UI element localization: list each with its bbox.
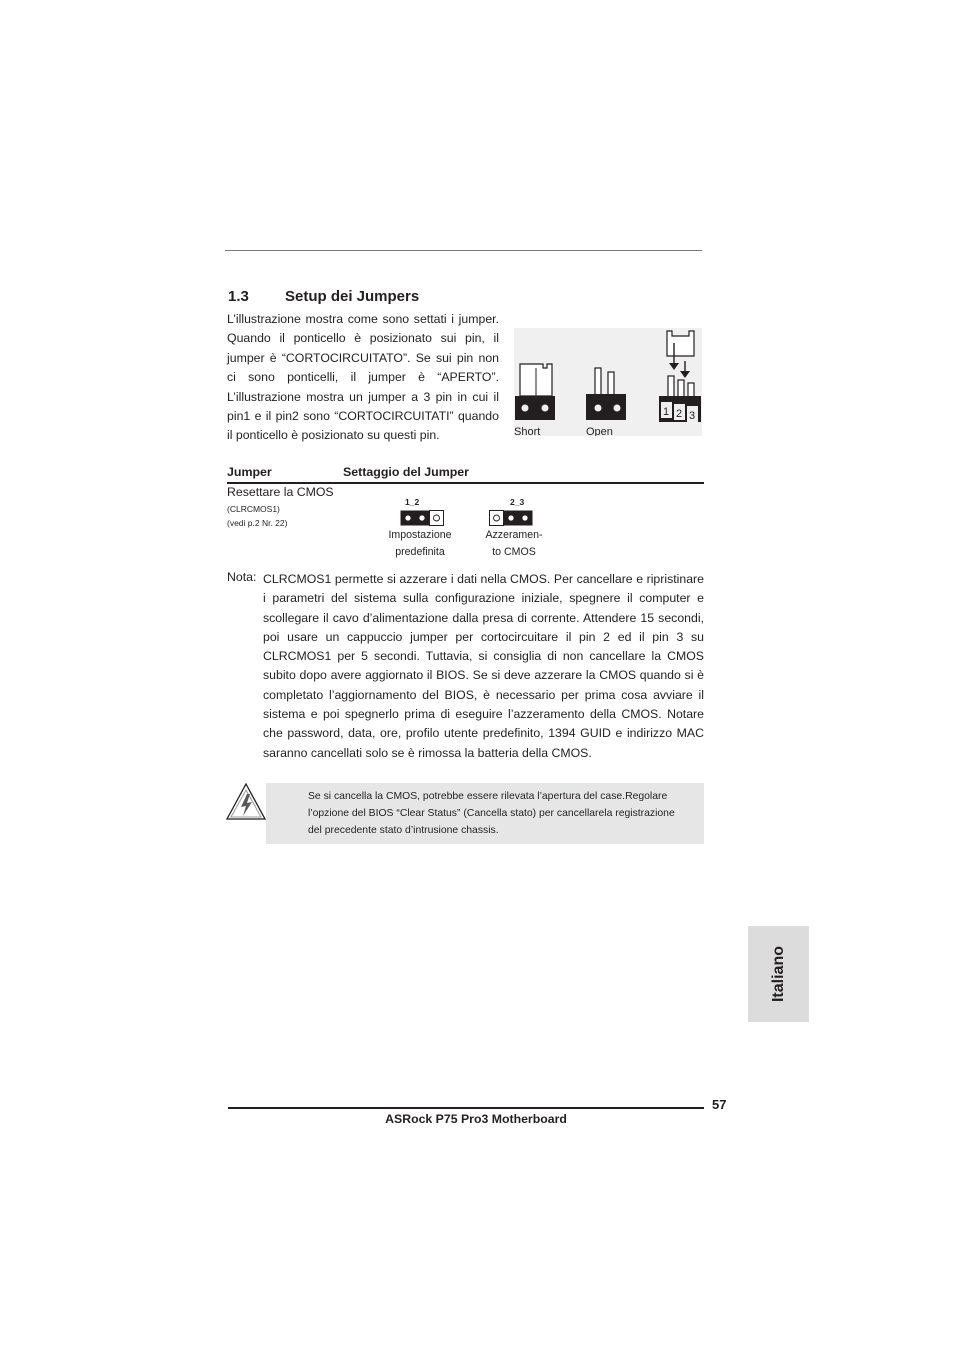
language-tab — [748, 926, 809, 1022]
setting2-pin-label: 2_3 — [510, 497, 525, 507]
warning-text: Se si cancella la CMOS, potrebbe essere rilevata l’apertura del case.Regolare l’opzione del BIOS “Clear Status” (Cancella stato) per cancellarela registrazione del precedente stato d’intrusione chassis. — [308, 791, 675, 836]
intro-paragraph — [227, 310, 499, 446]
section-title: Setup dei Jumpers — [285, 288, 420, 305]
table-header-setting: Settaggio del Jumper — [343, 465, 469, 479]
note-body — [263, 570, 704, 763]
three-pin-jumper-icon — [659, 331, 701, 422]
short-jumper-icon — [515, 364, 555, 420]
setting2-header-icon — [489, 510, 533, 526]
open-jumper-icon — [586, 368, 626, 420]
footer-rule — [228, 1107, 704, 1109]
jumper-illustration — [514, 328, 702, 436]
short-label: Short — [514, 426, 541, 436]
setting2-caption-line1: Azzeramen- — [485, 529, 543, 541]
jumper-row-ref: (vedi p.2 Nr. 22) — [227, 518, 288, 528]
note-label: Nota: — [227, 570, 257, 584]
setting2-caption — [466, 527, 562, 561]
header-rule — [225, 250, 702, 251]
pin-1-label: 1 — [663, 406, 670, 418]
setting1-caption — [372, 527, 468, 561]
setting1-pin-label: 1_2 — [405, 497, 420, 507]
pin-2-label: 2 — [676, 408, 683, 420]
jumper-row-code: (CLRCMOS1) — [227, 504, 280, 514]
page-number: 57 — [712, 1097, 727, 1112]
intro-text: L’illustrazione mostra come sono settati i jumper. Quando il ponticello è posizionato sui pin, il jumper è “CORTOCIRCUITATO”. Se sui pin non ci sono ponticelli, il jumper è “APERTO”. L’illustrazione mostra un jumper a 3 pin in cui il pin1 e il pin2 sono “CORTOCIRCUITATI” quando il ponticello è posizionato su questi pin. — [227, 312, 499, 443]
jumper-row-name: Resettare la CMOS — [227, 485, 334, 499]
open-label: Open — [586, 426, 613, 436]
table-header-rule — [227, 482, 704, 484]
jumper-illustration-svg — [514, 328, 702, 436]
language-tab-label: Italiano — [769, 945, 787, 1003]
setting2-caption-line2: to CMOS — [492, 546, 536, 558]
footer-title: ASRock P75 Pro3 Motherboard — [385, 1112, 567, 1126]
warning-text-block — [308, 788, 688, 839]
setting1-caption-line1: Impostazione — [388, 529, 452, 541]
setting1-header-icon — [400, 510, 444, 526]
note-text: CLRCMOS1 permette si azzerare i dati nella CMOS. Per cancellare e ripristinare i parametri del sistema sulla configurazione iniziale, spegnere il computer e scollegare il cavo d’alimentazione dalla presa di corrente. Attendere 15 secondi, poi usare un cappuccio jumper per cortocircuitare il pin 2 ed il pin 3 su CLRCMOS1 per 5 secondi. Tuttavia, si consiglia di non cancellare la CMOS subito dopo avere aggiornato il BIOS. Se si deve azzerare la CMOS quando si è completato l’aggiornamento del BIOS, è necessario per prima cosa avviare il sistema e poi spegnerlo prima di eseguire l’azzeramento della CMOS. Notare che password, data, ore, profilo utente predefinito, 1394 GUID e indirizzo MAC saranno cancellati solo se è rimossa la batteria della CMOS. — [263, 572, 704, 760]
pin-3-label: 3 — [689, 410, 696, 422]
table-header-jumper: Jumper — [227, 465, 272, 479]
setting1-caption-line2: predefinita — [395, 546, 445, 558]
warning-icon — [226, 782, 268, 822]
section-number: 1.3 — [228, 288, 249, 305]
